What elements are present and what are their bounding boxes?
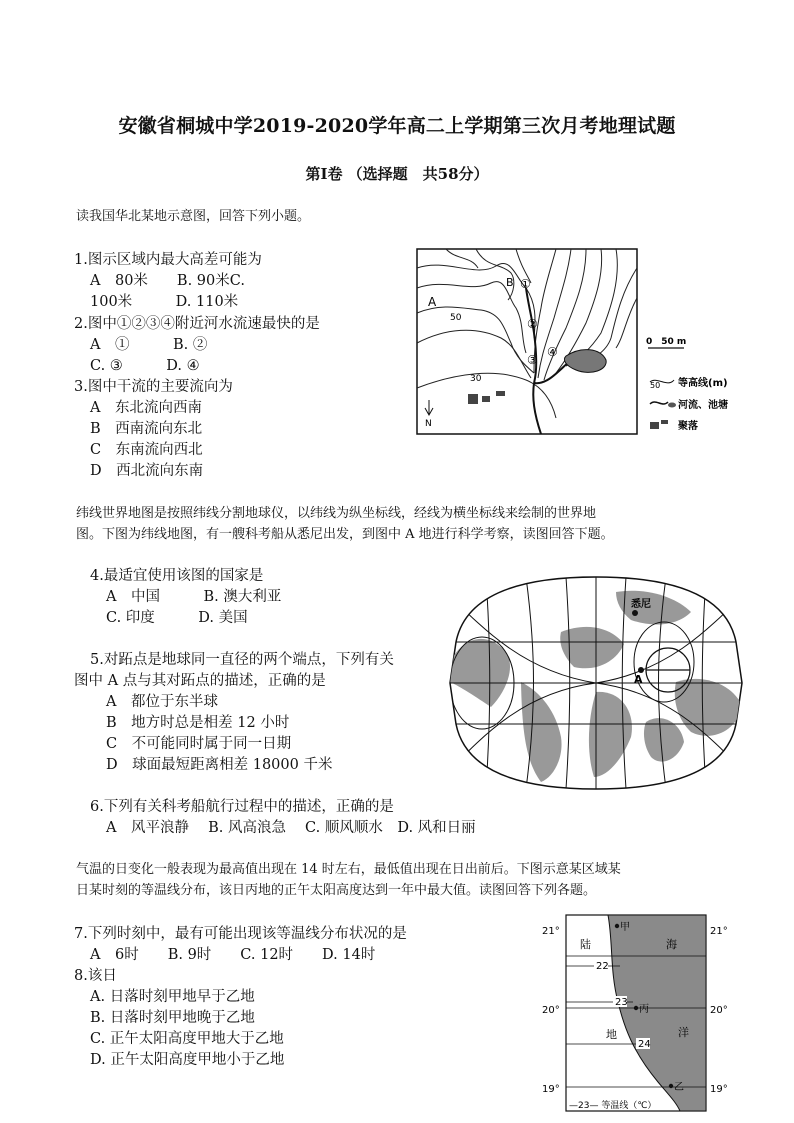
question-3-stem: 3.图中干流的主要流向为 [74,379,233,395]
question-5-option-c: C 不可能同时属于同一日期 [106,736,292,752]
isotherm-map [538,912,734,1117]
settlement-block [468,394,478,404]
map1-label-b: B [506,276,514,289]
map1-contour-30: 30 [470,374,482,384]
map3-hai: 海 [666,938,677,951]
question-1-options-line2: 100米 D. 110米 [90,294,239,310]
question-8-option-b: B. 日落时刻甲地晚于乙地 [90,1010,255,1026]
question-8-option-c: C. 正午太阳高度甲地大于乙地 [90,1031,284,1047]
contour-map [416,248,736,438]
legend-settlement-icon [661,420,668,424]
question-5-option-a: A 都位于东半球 [106,694,218,710]
settlement-block [482,396,490,402]
intro-text-3-line2: 日某时刻的等温线分布，该日丙地的正午太阳高度达到一年中最大值。读图回答下列各题。 [76,883,597,898]
legend-contour-sample: 50 [650,381,661,390]
settlement-block [496,391,505,396]
section-heading: 第Ⅰ卷 （选择题 共58分） [305,165,489,183]
question-3-option-c: C 东南流向西北 [90,442,203,458]
map2-point-a-label: A [634,673,643,686]
map3-bing: 丙 [639,1004,649,1015]
question-8-stem: 8.该日 [74,968,117,984]
map3-lu: 陆 [580,938,591,951]
question-2-options-line2: C. ③ D. ④ [90,358,200,374]
intro-text-1: 读我国华北某地示意图，回答下列小题。 [76,209,311,224]
intro-text-2-line1: 纬线世界地图是按照纬线分割地球仪，以纬线为纵坐标线，经线为横坐标线来绘制的世界地 [76,506,597,521]
question-5-option-b: B 地方时总是相差 12 小时 [106,715,290,731]
question-4-options-line1: A 中国 B. 澳大利亚 [106,589,282,605]
question-4-stem: 4.最适宜使用该图的国家是 [90,568,264,584]
map3-jia: 甲 [620,922,630,933]
question-6-stem: 6.下列有关科考船航行过程中的描述，正确的是 [90,799,394,815]
map2-sydney-label: 悉尼 [631,599,651,610]
page-title: 安徽省桐城中学2019-2020学年高二上学期第三次月考地理试题 [118,115,676,137]
intro-text-2-line2: 图。下图为纬线地图，有一艘科考船从悉尼出发，到图中 A 地进行科学考察，读图回答下题。 [76,527,614,542]
point-yi-icon [669,1084,673,1088]
map3-legend: —23— 等温线（℃） [569,1101,657,1111]
question-2-stem: 2.图中①②③④附近河水流速最快的是 [74,316,320,332]
map1-point-3: ③ [527,353,538,367]
map1-point-1: ① [520,277,531,291]
legend-contour-label: 等高线(m) [678,378,728,389]
map3-iso-22: 22 [596,961,609,972]
map3-yang: 洋 [678,1026,689,1039]
map1-point-4: ④ [547,345,558,359]
point-jia-icon [615,924,619,928]
question-8-option-d: D. 正午太阳高度甲地小于乙地 [90,1052,285,1068]
legend-settlement-label: 聚落 [678,421,698,432]
legend-settlement-icon [650,422,659,429]
sydney-marker-icon [632,610,638,616]
map3-lat-20-right: 20° [710,1005,728,1016]
question-1-stem: 1.图示区域内最大高差可能为 [74,252,262,268]
map3-iso-24: 24 [638,1039,651,1050]
question-5-stem-line2: 图中 A 点与其对跖点的描述，正确的是 [74,673,326,689]
map3-lat-20-left: 20° [542,1005,560,1016]
legend-pond-icon [668,403,676,408]
legend-river-icon [650,402,668,404]
map3-di: 地 [606,1028,617,1041]
question-8-option-a: A. 日落时刻甲地早于乙地 [90,989,255,1005]
map1-contour-50: 50 [450,313,462,323]
question-3-option-b: B 西南流向东北 [90,421,203,437]
question-3-option-d: D 西北流向东南 [90,463,204,479]
point-bing-icon [634,1006,638,1010]
latitude-world-map [446,572,746,794]
question-3-option-a: A 东北流向西南 [90,400,202,416]
map3-lat-21-left: 21° [542,926,560,937]
question-1-options-line1: A 80米 B. 90米C. [90,273,245,289]
question-4-options-line2: C. 印度 D. 美国 [106,610,248,626]
map3-lat-19-left: 19° [542,1084,560,1095]
intro-text-3-line1: 气温的日变化一般表现为最高值出现在 14 时左右，最低值出现在日出前后。下图示意某区域某 [76,862,621,877]
map1-scale-label: 0 50 m [646,337,687,347]
map3-lat-21-right: 21° [710,926,728,937]
question-7-options: A 6时 B. 9时 C. 12时 D. 14时 [90,947,376,963]
map3-yi: 乙 [674,1082,684,1093]
question-7-stem: 7.下列时刻中，最有可能出现该等温线分布状况的是 [74,926,407,942]
question-5-option-d: D 球面最短距离相差 18000 千米 [106,757,333,773]
map1-label-a: A [428,295,437,309]
legend-river-label: 河流、池塘 [678,400,728,411]
map1-point-2: ② [527,317,538,331]
question-6-options: A 风平浪静 B. 风高浪急 C. 顺风顺水 D. 风和日丽 [106,820,476,836]
question-5-stem-line1: 5.对跖点是地球同一直径的两个端点，下列有关 [90,652,394,668]
map1-north-label: N [425,419,432,429]
map3-lat-19-right: 19° [710,1084,728,1095]
question-2-options-line1: A ① B. ② [90,337,208,353]
map3-iso-23: 23 [615,997,628,1008]
